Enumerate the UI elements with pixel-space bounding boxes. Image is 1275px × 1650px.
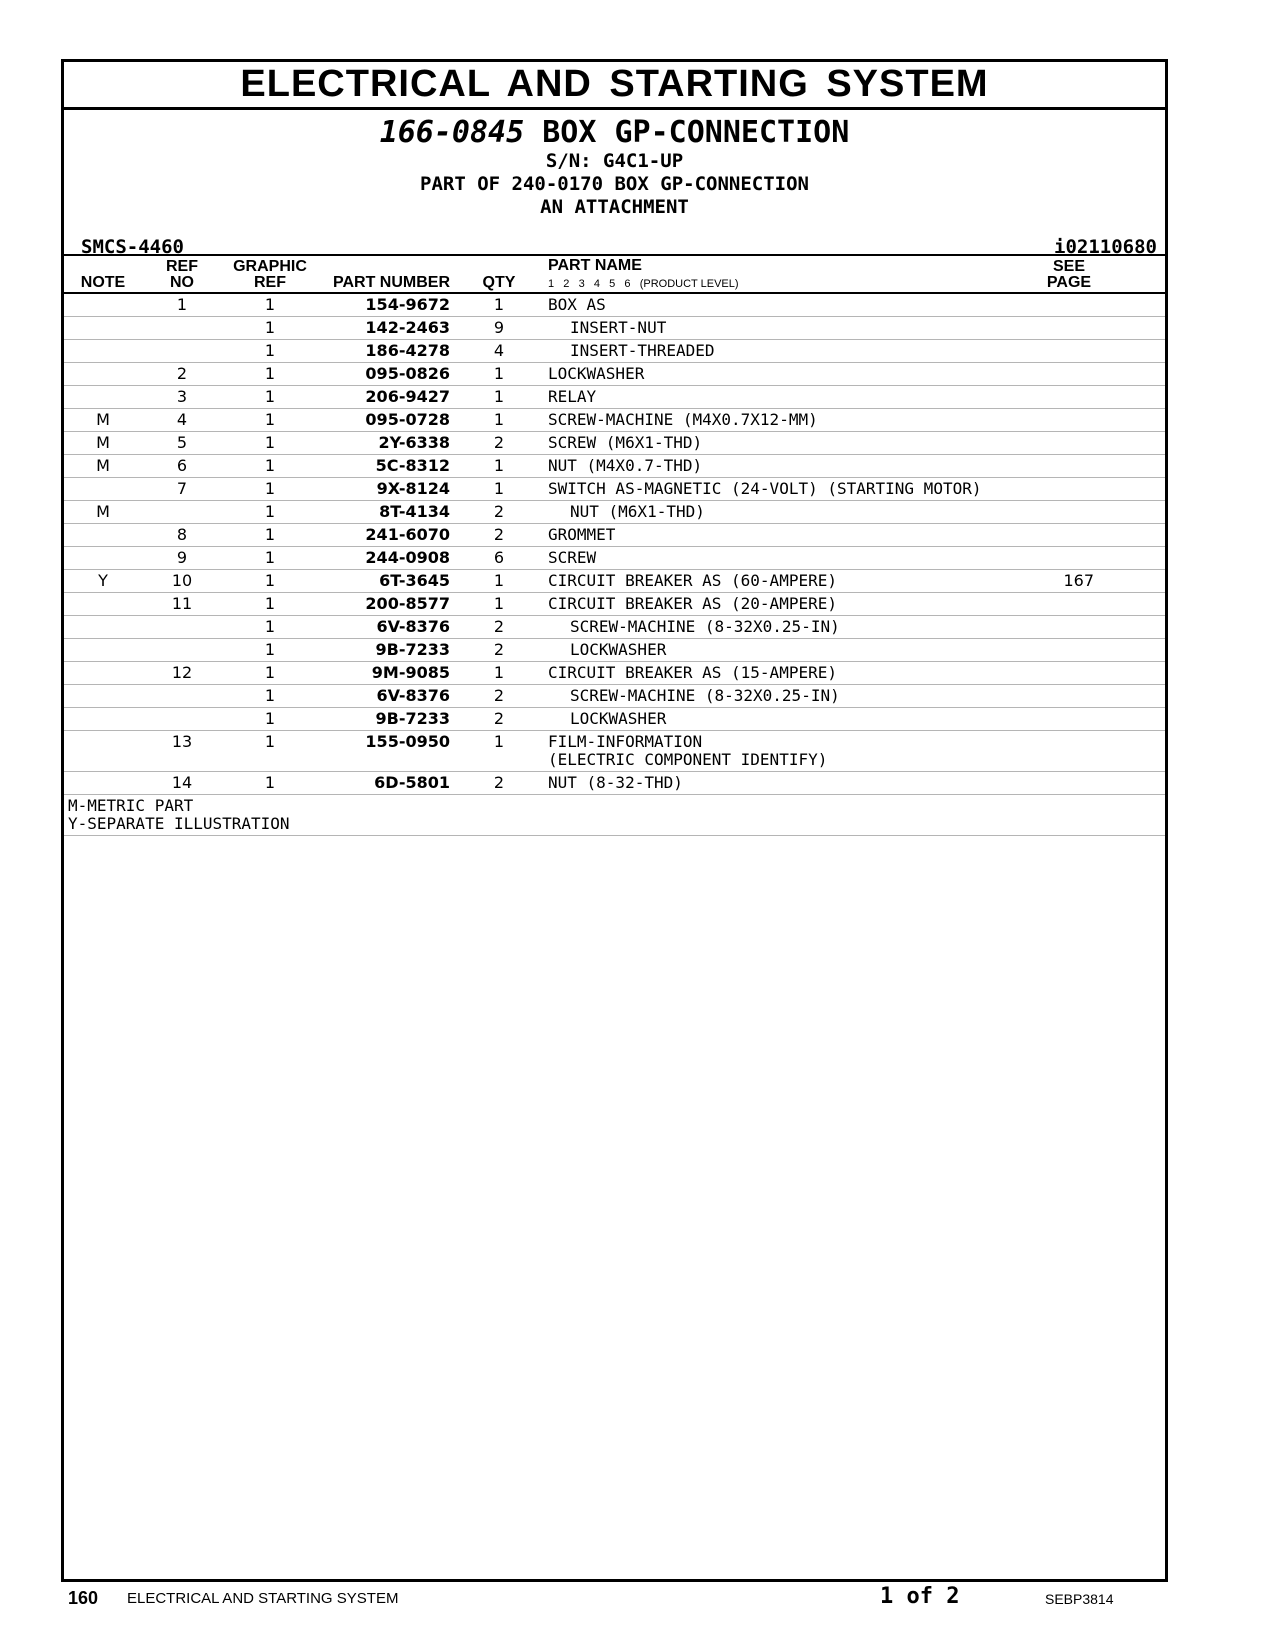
ref-number-cell: 6	[176, 456, 188, 475]
table-row	[64, 478, 1165, 501]
graphic-ref-cell: 1	[264, 594, 276, 613]
part-name-cell: NUT (M4X0.7-THD)	[548, 456, 703, 475]
quantity-cell: 1	[493, 387, 505, 406]
table-row	[64, 386, 1165, 409]
table-row	[64, 501, 1165, 524]
header-see-top: SEE	[1052, 258, 1085, 275]
part-name-cell: SWITCH AS-MAGNETIC (24-VOLT) (STARTING MOTOR)	[548, 479, 982, 498]
table-row	[64, 616, 1165, 639]
header-part-number: PART NUMBER	[332, 274, 450, 291]
table-row	[64, 363, 1165, 386]
quantity-cell: 2	[493, 433, 505, 452]
note-cell: M	[96, 502, 110, 521]
part-name-cell: INSERT-NUT	[570, 318, 667, 337]
parts-table	[64, 294, 1165, 836]
ref-number-cell: 3	[176, 387, 188, 406]
graphic-ref-cell: 1	[264, 318, 276, 337]
illustration-id: i02110680	[1054, 236, 1157, 258]
quantity-cell: 4	[493, 341, 505, 360]
header-top-rule	[64, 254, 1165, 256]
part-number-cell: 9B-7233	[375, 709, 450, 728]
graphic-ref-cell: 1	[264, 410, 276, 429]
note-cell: Y	[98, 571, 108, 590]
ref-number-cell: 8	[176, 525, 188, 544]
table-row	[64, 340, 1165, 363]
table-row	[64, 294, 1165, 317]
part-number-cell: 6D-5801	[374, 773, 450, 792]
quantity-cell: 1	[493, 364, 505, 383]
part-number-cell: 2Y-6338	[378, 433, 450, 452]
part-name-cell: CIRCUIT BREAKER AS (20-AMPERE)	[548, 594, 837, 613]
quantity-cell: 2	[493, 502, 505, 521]
quantity-cell: 6	[493, 548, 505, 567]
part-name-cell: LOCKWASHER	[570, 640, 667, 659]
part-name-cell: NUT (8-32-THD)	[548, 773, 683, 792]
ref-number-cell: 9	[176, 548, 188, 567]
quantity-cell: 2	[493, 617, 505, 636]
table-row	[64, 772, 1165, 795]
part-name-cell: SCREW-MACHINE (M4X0.7X12-MM)	[548, 410, 818, 429]
part-number-cell: 154-9672	[365, 295, 450, 314]
quantity-cell: 1	[493, 295, 505, 314]
part-name-cell: LOCKWASHER	[570, 709, 667, 728]
header-ref-bottom: NO	[170, 274, 194, 291]
graphic-ref-cell: 1	[264, 341, 276, 360]
table-row	[64, 317, 1165, 340]
footnote: Y-SEPARATE ILLUSTRATION	[68, 814, 290, 833]
graphic-ref-cell: 1	[264, 295, 276, 314]
part-name-cell: SCREW-MACHINE (8-32X0.25-IN)	[570, 686, 840, 705]
part-number-cell: 241-6070	[365, 525, 450, 544]
graphic-ref-cell: 1	[264, 709, 276, 728]
quantity-cell: 1	[493, 410, 505, 429]
table-row	[64, 409, 1165, 432]
graphic-ref-cell: 1	[264, 548, 276, 567]
part-number-cell: 9B-7233	[375, 640, 450, 659]
quantity-cell: 2	[493, 686, 505, 705]
part-number-cell: 8T-4134	[379, 502, 450, 521]
part-number-cell: 6T-3645	[379, 571, 450, 590]
graphic-ref-cell: 1	[264, 525, 276, 544]
graphic-ref-cell: 1	[264, 456, 276, 475]
graphic-ref-cell: 1	[264, 479, 276, 498]
group-name: BOX GP-CONNECTION	[542, 115, 850, 150]
graphic-ref-cell: 1	[264, 364, 276, 383]
header-see-bottom: PAGE	[1046, 274, 1092, 291]
header-graphic-bottom: REF	[254, 274, 286, 291]
quantity-cell: 1	[493, 663, 505, 682]
footnotes	[64, 795, 1165, 836]
part-number-cell: 244-0908	[365, 548, 450, 567]
table-row	[64, 685, 1165, 708]
header-part-name: PART NAME	[548, 257, 642, 274]
part-of-line: PART OF 240-0170 BOX GP-CONNECTION	[420, 173, 809, 195]
part-number-cell: 6V-8376	[376, 686, 450, 705]
footnote: M-METRIC PART	[68, 796, 194, 815]
ref-number-cell: 5	[176, 433, 188, 452]
part-name-cell: NUT (M6X1-THD)	[570, 502, 705, 521]
part-number-cell: 6V-8376	[376, 617, 450, 636]
serial-number: S/N: G4C1-UP	[545, 150, 684, 172]
part-name-cell: LOCKWASHER	[548, 364, 645, 383]
note-cell: M	[96, 410, 110, 429]
part-number-cell: 206-9427	[365, 387, 450, 406]
quantity-cell: 2	[493, 525, 505, 544]
part-name-cell: SCREW-MACHINE (8-32X0.25-IN)	[570, 617, 840, 636]
see-page-cell: 167	[1063, 571, 1094, 590]
footer-page-number: 160	[68, 1588, 99, 1608]
part-number-cell: 142-2463	[365, 318, 450, 337]
part-number-cell: 155-0950	[365, 732, 450, 751]
part-number-cell: 095-0826	[365, 364, 450, 383]
part-name-cell: RELAY	[548, 387, 597, 406]
table-row	[64, 570, 1165, 593]
quantity-cell: 9	[493, 318, 505, 337]
ref-number-cell: 13	[171, 732, 193, 751]
quantity-cell: 1	[493, 479, 505, 498]
footer-section-name: ELECTRICAL AND STARTING SYSTEM	[127, 1590, 399, 1607]
ref-number-cell: 11	[171, 594, 193, 613]
part-name-cell: CIRCUIT BREAKER AS (15-AMPERE)	[548, 663, 837, 682]
ref-number-cell: 14	[171, 773, 193, 792]
table-row	[64, 455, 1165, 478]
graphic-ref-cell: 1	[264, 387, 276, 406]
part-number-cell: 186-4278	[365, 341, 450, 360]
ref-number-cell: 1	[176, 295, 188, 314]
part-number-cell: 5C-8312	[375, 456, 450, 475]
quantity-cell: 2	[493, 640, 505, 659]
part-name-cell: FILM-INFORMATION (ELECTRIC COMPONENT IDENTIFY)	[548, 732, 828, 769]
graphic-ref-cell: 1	[264, 732, 276, 751]
header-qty: QTY	[482, 274, 516, 291]
quantity-cell: 1	[493, 571, 505, 590]
part-number-cell: 200-8577	[365, 594, 450, 613]
part-name-cell: BOX AS	[548, 295, 606, 314]
note-cell: M	[96, 456, 110, 475]
graphic-ref-cell: 1	[264, 773, 276, 792]
part-number-cell: 9M-9085	[371, 663, 450, 682]
table-row	[64, 731, 1165, 772]
footer-document-id: SEBP3814	[1045, 1591, 1114, 1607]
table-row	[64, 432, 1165, 455]
smcs-code: SMCS-4460	[81, 236, 184, 258]
quantity-cell: 2	[493, 773, 505, 792]
part-number-cell: 095-0728	[365, 410, 450, 429]
graphic-ref-cell: 1	[264, 663, 276, 682]
table-row	[64, 524, 1165, 547]
ref-number-cell: 4	[176, 410, 188, 429]
section-title: ELECTRICAL AND STARTING SYSTEM	[64, 62, 1165, 110]
quantity-cell: 1	[493, 594, 505, 613]
attachment-line: AN ATTACHMENT	[540, 196, 689, 218]
table-row	[64, 639, 1165, 662]
header-graphic-top: GRAPHIC	[233, 258, 307, 275]
ref-number-cell: 2	[176, 364, 188, 383]
header-note: NOTE	[80, 274, 126, 291]
part-name-cell: SCREW (M6X1-THD)	[548, 433, 703, 452]
quantity-cell: 1	[493, 456, 505, 475]
graphic-ref-cell: 1	[264, 617, 276, 636]
ref-number-cell: 12	[171, 663, 193, 682]
part-name-cell: INSERT-THREADED	[570, 341, 715, 360]
group-title	[64, 116, 1165, 150]
part-name-cell: GROMMET	[548, 525, 616, 544]
table-row	[64, 547, 1165, 570]
ref-number-cell: 10	[171, 571, 193, 590]
table-row	[64, 662, 1165, 685]
header-ref-top: REF	[166, 258, 198, 275]
note-cell: M	[96, 433, 110, 452]
part-number-cell: 9X-8124	[376, 479, 450, 498]
graphic-ref-cell: 1	[264, 433, 276, 452]
quantity-cell: 2	[493, 709, 505, 728]
table-row	[64, 708, 1165, 731]
graphic-ref-cell: 1	[264, 686, 276, 705]
part-name-cell: SCREW	[548, 548, 597, 567]
table-row	[64, 593, 1165, 616]
graphic-ref-cell: 1	[264, 640, 276, 659]
part-name-cell: CIRCUIT BREAKER AS (60-AMPERE)	[548, 571, 837, 590]
page-frame	[61, 59, 1168, 1582]
graphic-ref-cell: 1	[264, 502, 276, 521]
group-part-number: 166-0845	[379, 115, 525, 150]
footer-sheet-count: 1 of 2	[880, 1584, 960, 1609]
header-product-levels: 1 2 3 4 5 6 (PRODUCT LEVEL)	[548, 278, 739, 290]
ref-number-cell: 7	[176, 479, 188, 498]
graphic-ref-cell: 1	[264, 571, 276, 590]
quantity-cell: 1	[493, 732, 505, 751]
